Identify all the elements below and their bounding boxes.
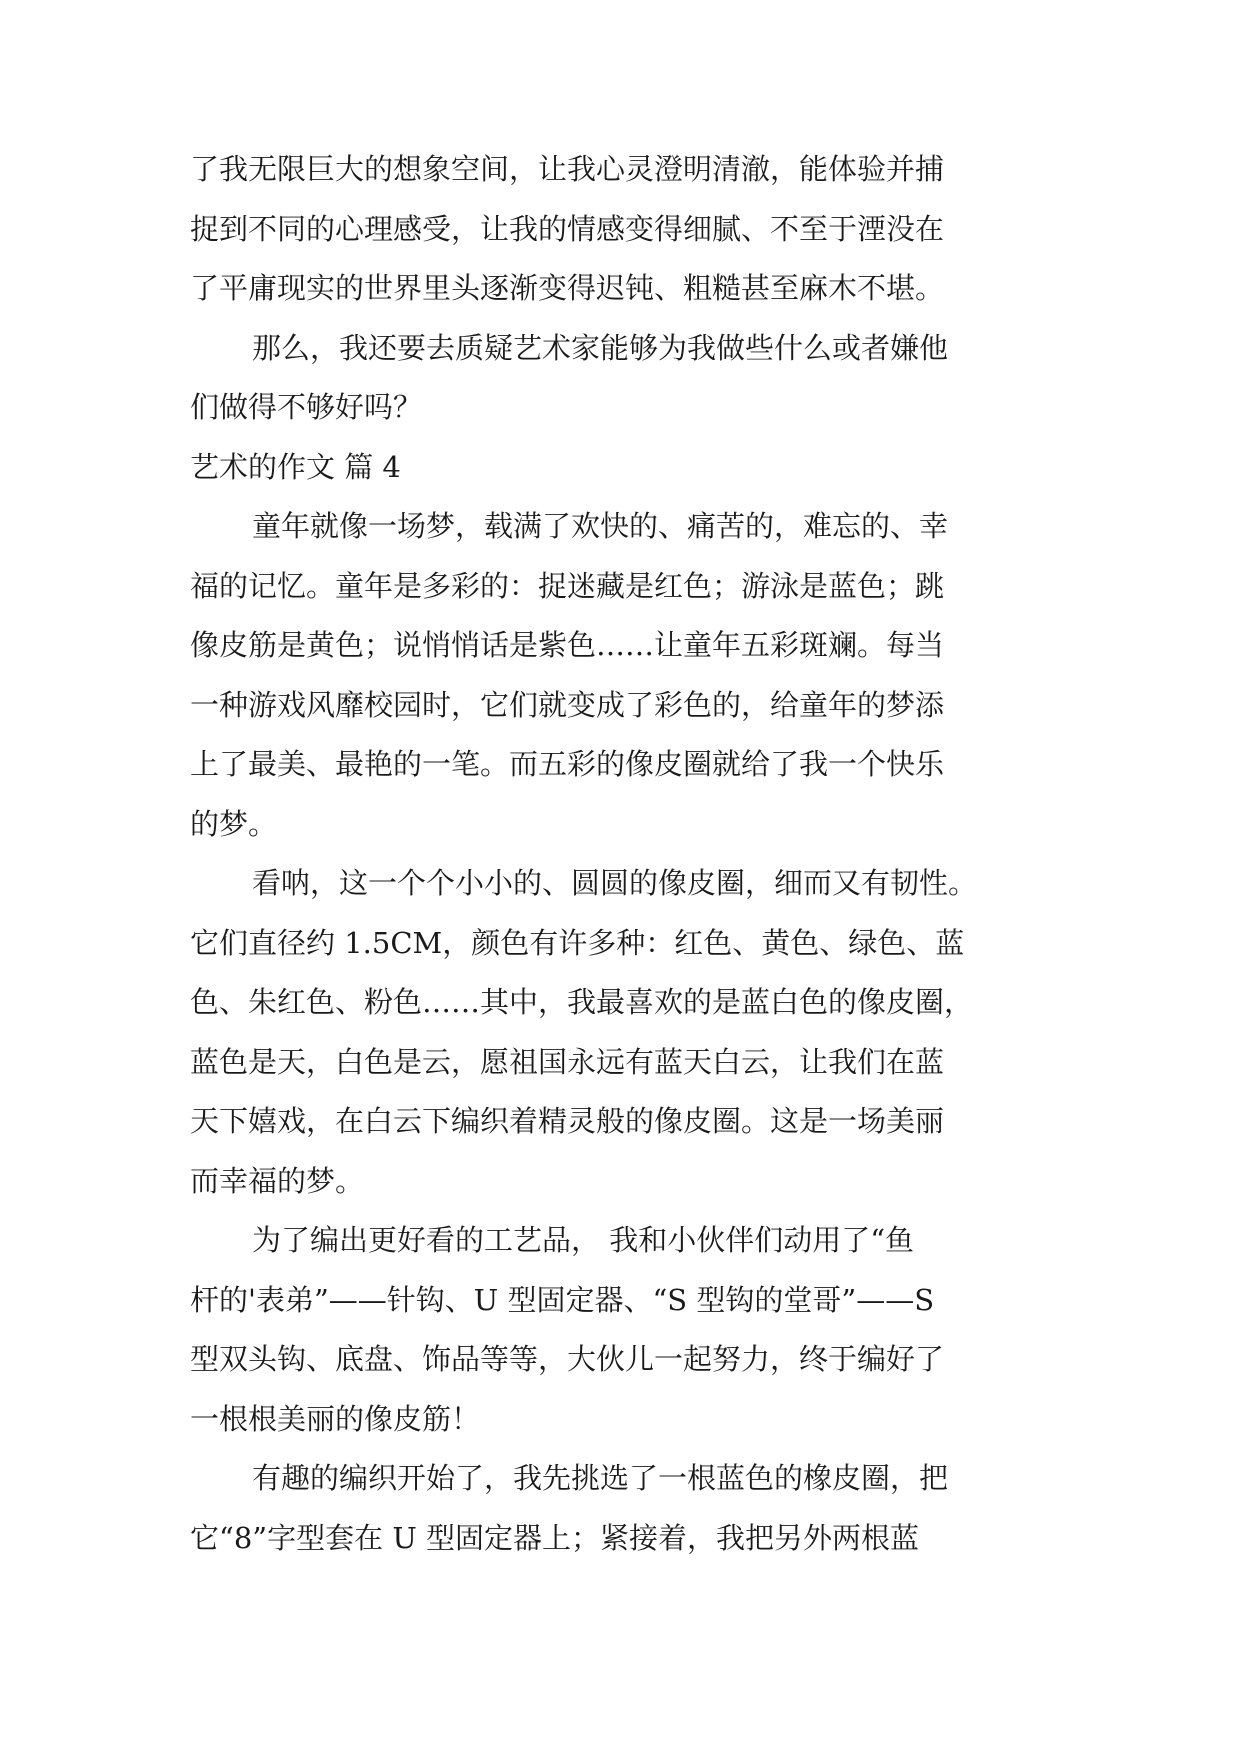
text-line: 福的记忆。童年是多彩的：捉迷藏是红色；游泳是蓝色；跳 <box>190 568 945 603</box>
text-line: 而幸福的梦。 <box>190 1163 365 1198</box>
document-page <box>190 140 1056 1568</box>
text-line: 一根根美丽的像皮筋！ <box>190 1401 481 1436</box>
continuation-paragraph <box>190 140 1056 319</box>
text-line: 蓝色是天，白色是云，愿祖国永远有蓝天白云，让我们在蓝 <box>190 1044 945 1079</box>
text-line: 型双头钩、底盘、饰品等等，大伙儿一起努力，终于编好了 <box>190 1342 945 1376</box>
text-line: 了平庸现实的世界里头逐渐变得迟钝、粗糙甚至麻木不堪。 <box>190 271 945 305</box>
paragraph <box>190 319 1056 438</box>
text-line: 上了最美、最艳的一笔。而五彩的像皮圈就给了我一个快乐 <box>190 747 945 781</box>
text-line: 了我无限巨大的想象空间，让我心灵澄明清澈，能体验并捕 <box>190 152 945 186</box>
text-line: 有趣的编织开始了，我先挑选了一根蓝色的橡皮圈，把 <box>252 1461 949 1495</box>
heading-text: 艺术的作文 篇 4 <box>190 449 401 484</box>
text-line: 的梦。 <box>190 806 278 841</box>
text-line: 看呐，这一个个小小的、圆圆的像皮圈，细而又有韧性。 <box>252 866 978 900</box>
text-line: 色、朱红色、粉色……其中，我最喜欢的是蓝白色的像皮圈， <box>190 985 974 1019</box>
text-line: 杆的'表弟”——针钩、U 型固定器、“S 型钩的堂哥”——S <box>190 1282 935 1317</box>
text-line: 童年就像一场梦，载满了欢快的、痛苦的，难忘的、幸 <box>252 509 949 543</box>
text-line: 天下嬉戏，在白云下编织着精灵般的像皮圈。这是一场美丽 <box>190 1104 945 1138</box>
text-line: 捉到不同的心理感受，让我的情感变得细腻、不至于湮没在 <box>190 211 945 246</box>
text-line: 们做得不够好吗？ <box>190 390 423 424</box>
text-line: 像皮筋是黄色；说悄悄话是紫色……让童年五彩斑斓。每当 <box>190 628 945 662</box>
paragraph <box>190 497 1056 854</box>
paragraph <box>190 1449 1056 1568</box>
text-line: 为了编出更好看的工艺品， 我和小伙伴们动用了“鱼 <box>252 1223 915 1257</box>
paragraph <box>190 854 1056 1211</box>
text-line: 它“8”字型套在 U 型固定器上；紧接着，我把另外两根蓝 <box>190 1520 919 1555</box>
section-heading <box>190 438 1056 498</box>
text-line: 那么，我还要去质疑艺术家能够为我做些什么或者嫌他 <box>252 330 949 365</box>
text-line: 它们直径约 1.5CM，颜色有许多种：红色、黄色、绿色、蓝 <box>190 925 965 960</box>
paragraph <box>190 1211 1056 1449</box>
text-line: 一种游戏风靡校园时，它们就变成了彩色的，给童年的梦添 <box>190 687 945 722</box>
